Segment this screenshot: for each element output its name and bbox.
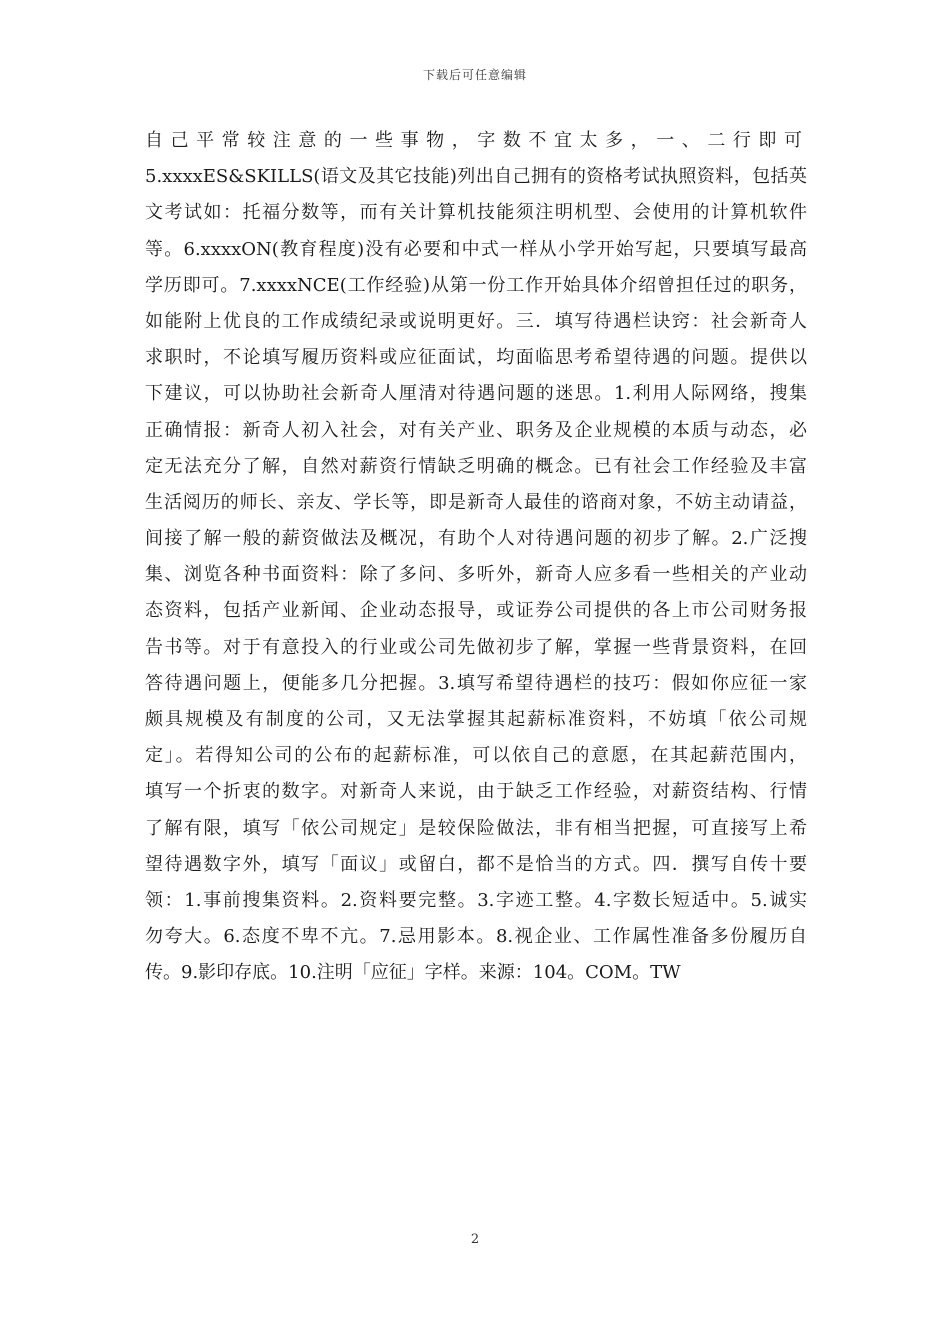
text-line: 定无法充分了解，自然对薪资行情缺乏明确的概念。已有社会工作经验及丰富 — [145, 455, 807, 477]
text-line: 颇具规模及有制度的公司，又无法掌握其起薪标准资料，不妨填「依公司规 — [145, 709, 807, 730]
text-line: 学历即可。7.xxxxNCE(工作经验)从第一份工作开始具体介绍曾担任过的职务， — [145, 274, 807, 296]
header-note: 下载后可任意编辑 — [422, 68, 527, 82]
text-line: 5.xxxxES&SKILLS(语文及其它技能)列出自己拥有的资格考试执照资料，包括英 — [145, 166, 807, 188]
text-line: 正确情报：新奇人初入社会，对有关产业、职务及企业规模的本质与动态，必 — [145, 419, 807, 441]
text-line: 自己平常较注意的一些事物，字数不宜太多，一、二行即可 — [145, 130, 807, 151]
text-line: 集、浏览各种书面资料：除了多问、多听外，新奇人应多看一些相关的产业动 — [145, 564, 807, 586]
text-line: 如能附上优良的工作成绩纪录或说明更好。三．填写待遇栏诀窍：社会新奇人 — [145, 310, 807, 332]
text-line: 定」。若得知公司的公布的起薪标准，可以依自己的意愿，在其起薪范围内， — [145, 745, 807, 767]
text-line: 文考试如：托福分数等，而有关计算机技能须注明机型、会使用的计算机软件 — [145, 202, 807, 224]
text-line: 领：1.事前搜集资料。2.资料要完整。3.字迹工整。4.字数长短适中。5.诚实 — [145, 889, 807, 911]
text-line: 传。9.影印存底。10.注明「应征」字样。来源：104。COM。TW — [145, 962, 681, 984]
text-line: 告书等。对于有意投入的行业或公司先做初步了解，掌握一些背景资料，在回 — [145, 636, 807, 658]
text-line: 等。6.xxxxON(教育程度)没有必要和中式一样从小学开始写起，只要填写最高 — [145, 238, 807, 260]
page-number: 2 — [470, 1232, 480, 1247]
text-line: 间接了解一般的薪资做法及概况，有助个人对待遇问题的初步了解。2.广泛搜 — [145, 528, 807, 550]
text-line: 生活阅历的师长、亲友、学长等，即是新奇人最佳的谘商对象，不妨主动请益， — [145, 491, 807, 513]
text-line: 答待遇问题上，便能多几分把握。3.填写希望待遇栏的技巧：假如你应征一家 — [145, 672, 807, 694]
text-line: 了解有限，填写「依公司规定」是较保险做法，非有相当把握，可直接写上希 — [145, 817, 807, 839]
text-line: 望待遇数字外，填写「面议」或留白，都不是恰当的方式。四．撰写自传十要 — [145, 853, 807, 875]
text-line: 填写一个折衷的数字。对新奇人来说，由于缺乏工作经验，对薪资结构、行情 — [145, 781, 807, 803]
document-body — [145, 123, 807, 992]
text-line: 态资料，包括产业新闻、企业动态报导，或证券公司提供的各上市公司财务报 — [145, 600, 807, 622]
text-line: 下建议，可以协助社会新奇人厘清对待遇问题的迷思。1.利用人际网络，搜集 — [145, 383, 807, 405]
text-line: 求职时，不论填写履历资料或应征面试，均面临思考希望待遇的问题。提供以 — [145, 347, 807, 369]
text-line: 勿夸大。6.态度不卑不亢。7.忌用影本。8.视企业、工作属性准备多份履历自 — [145, 926, 807, 948]
